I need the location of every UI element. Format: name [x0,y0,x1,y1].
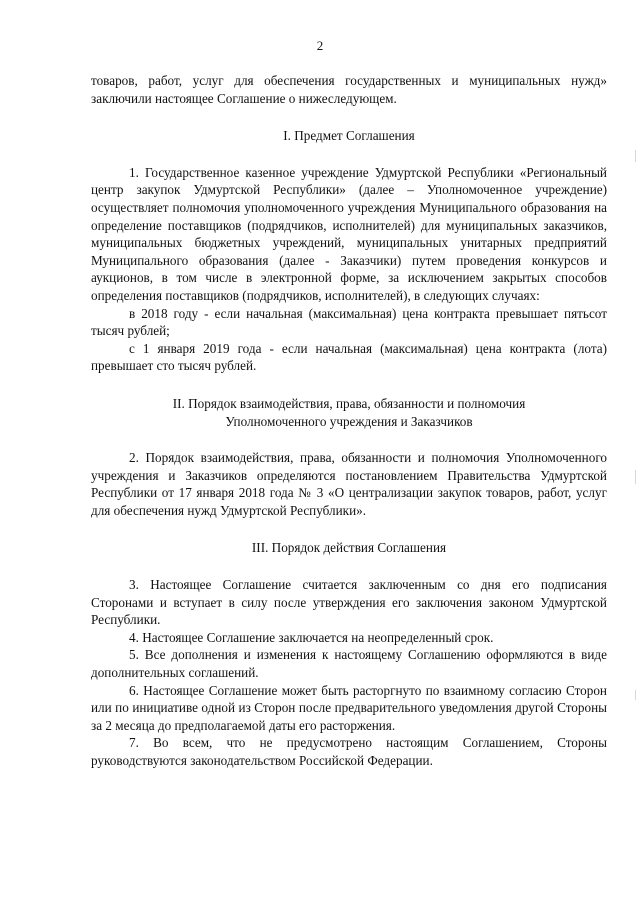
document-body [91,72,607,770]
scan-edge-mark-top [635,150,636,162]
section-3-heading: III. Порядок действия Соглашения [251,540,447,556]
section-3-paragraph-1: 3. Настоящее Соглашение считается заключенным со дня его подписания Сторонами и вступает в силу после утверждения его заключения законом Удмуртской Республики. [91,577,607,628]
section-1-paragraph-1: 1. Государственное казенное учреждение Удмуртской Республики «Региональный центр закупок Удмуртской Республики» (далее – Уполномоченное учреждение) осуществляет полномочия уполномоченного учреждения Муниципального образования на определение поставщиков (подрядчиков, исполнителей) для муниципальных заказчиков, муниципальных бюджетных учреждений, муниципальных унитарных предприятий Муниципального образования (далее - Заказчики) путем проведения конкурсов и аукционов, в том числе в электронной форме, за исключением закрытых способов определения поставщиков (подрядчиков, исполнителей), в следующих случаях: [91,164,607,303]
section-3-paragraph-2: 4. Настоящее Соглашение заключается на неопределенный срок. [129,629,494,645]
intro-paragraph: товаров, работ, услуг для обеспечения государственных и муниципальных нужд» заключили настоящее Соглашение о нижеследующем. [91,73,607,106]
section-1-heading: I. Предмет Соглашения [283,128,415,144]
section-1-paragraph-2: в 2018 году - если начальная (максимальная) цена контракта превышает пятьсот тысяч рублей; [91,305,607,339]
scan-edge-mark-bottom [635,690,636,700]
section-1-paragraph-3: с 1 января 2019 года - если начальная (максимальная) цена контракта (лота) превышает сто тысяч рублей. [91,340,607,374]
scan-edge-mark-middle [635,470,636,484]
section-3-paragraph-4: 6. Настоящее Соглашение может быть расторгнуто по взаимному согласию Сторон или по инициативе одной из Сторон после предварительного уведомления другой Стороны за 2 месяца до предполагаемой даты его расторжения. [91,682,607,733]
page-number: 2 [316,38,324,53]
section-2-heading-line-1: II. Порядок взаимодействия, права, обязанности и полномочия [172,395,526,411]
section-3-paragraph-5: 7. Во всем, что не предусмотрено настоящим Соглашением, Стороны руководствуются законодательством Российской Федерации. [91,735,607,768]
section-2-heading-line-2: Уполномоченного учреждения и Заказчиков [225,413,473,429]
section-2-paragraph-1: 2. Порядок взаимодействия, права, обязанности и полномочия Уполномоченного учреждения и Заказчиков определяются постановлением Правительства Удмуртской Республики от 17 января 2018 года № 3 «О централизации закупок товаров, работ, услуг для обеспечения нужд Удмуртской Республики». [91,450,607,518]
section-3-paragraph-3: 5. Все дополнения и изменения к настоящему Соглашению оформляются в виде дополнительных соглашений. [91,647,607,681]
